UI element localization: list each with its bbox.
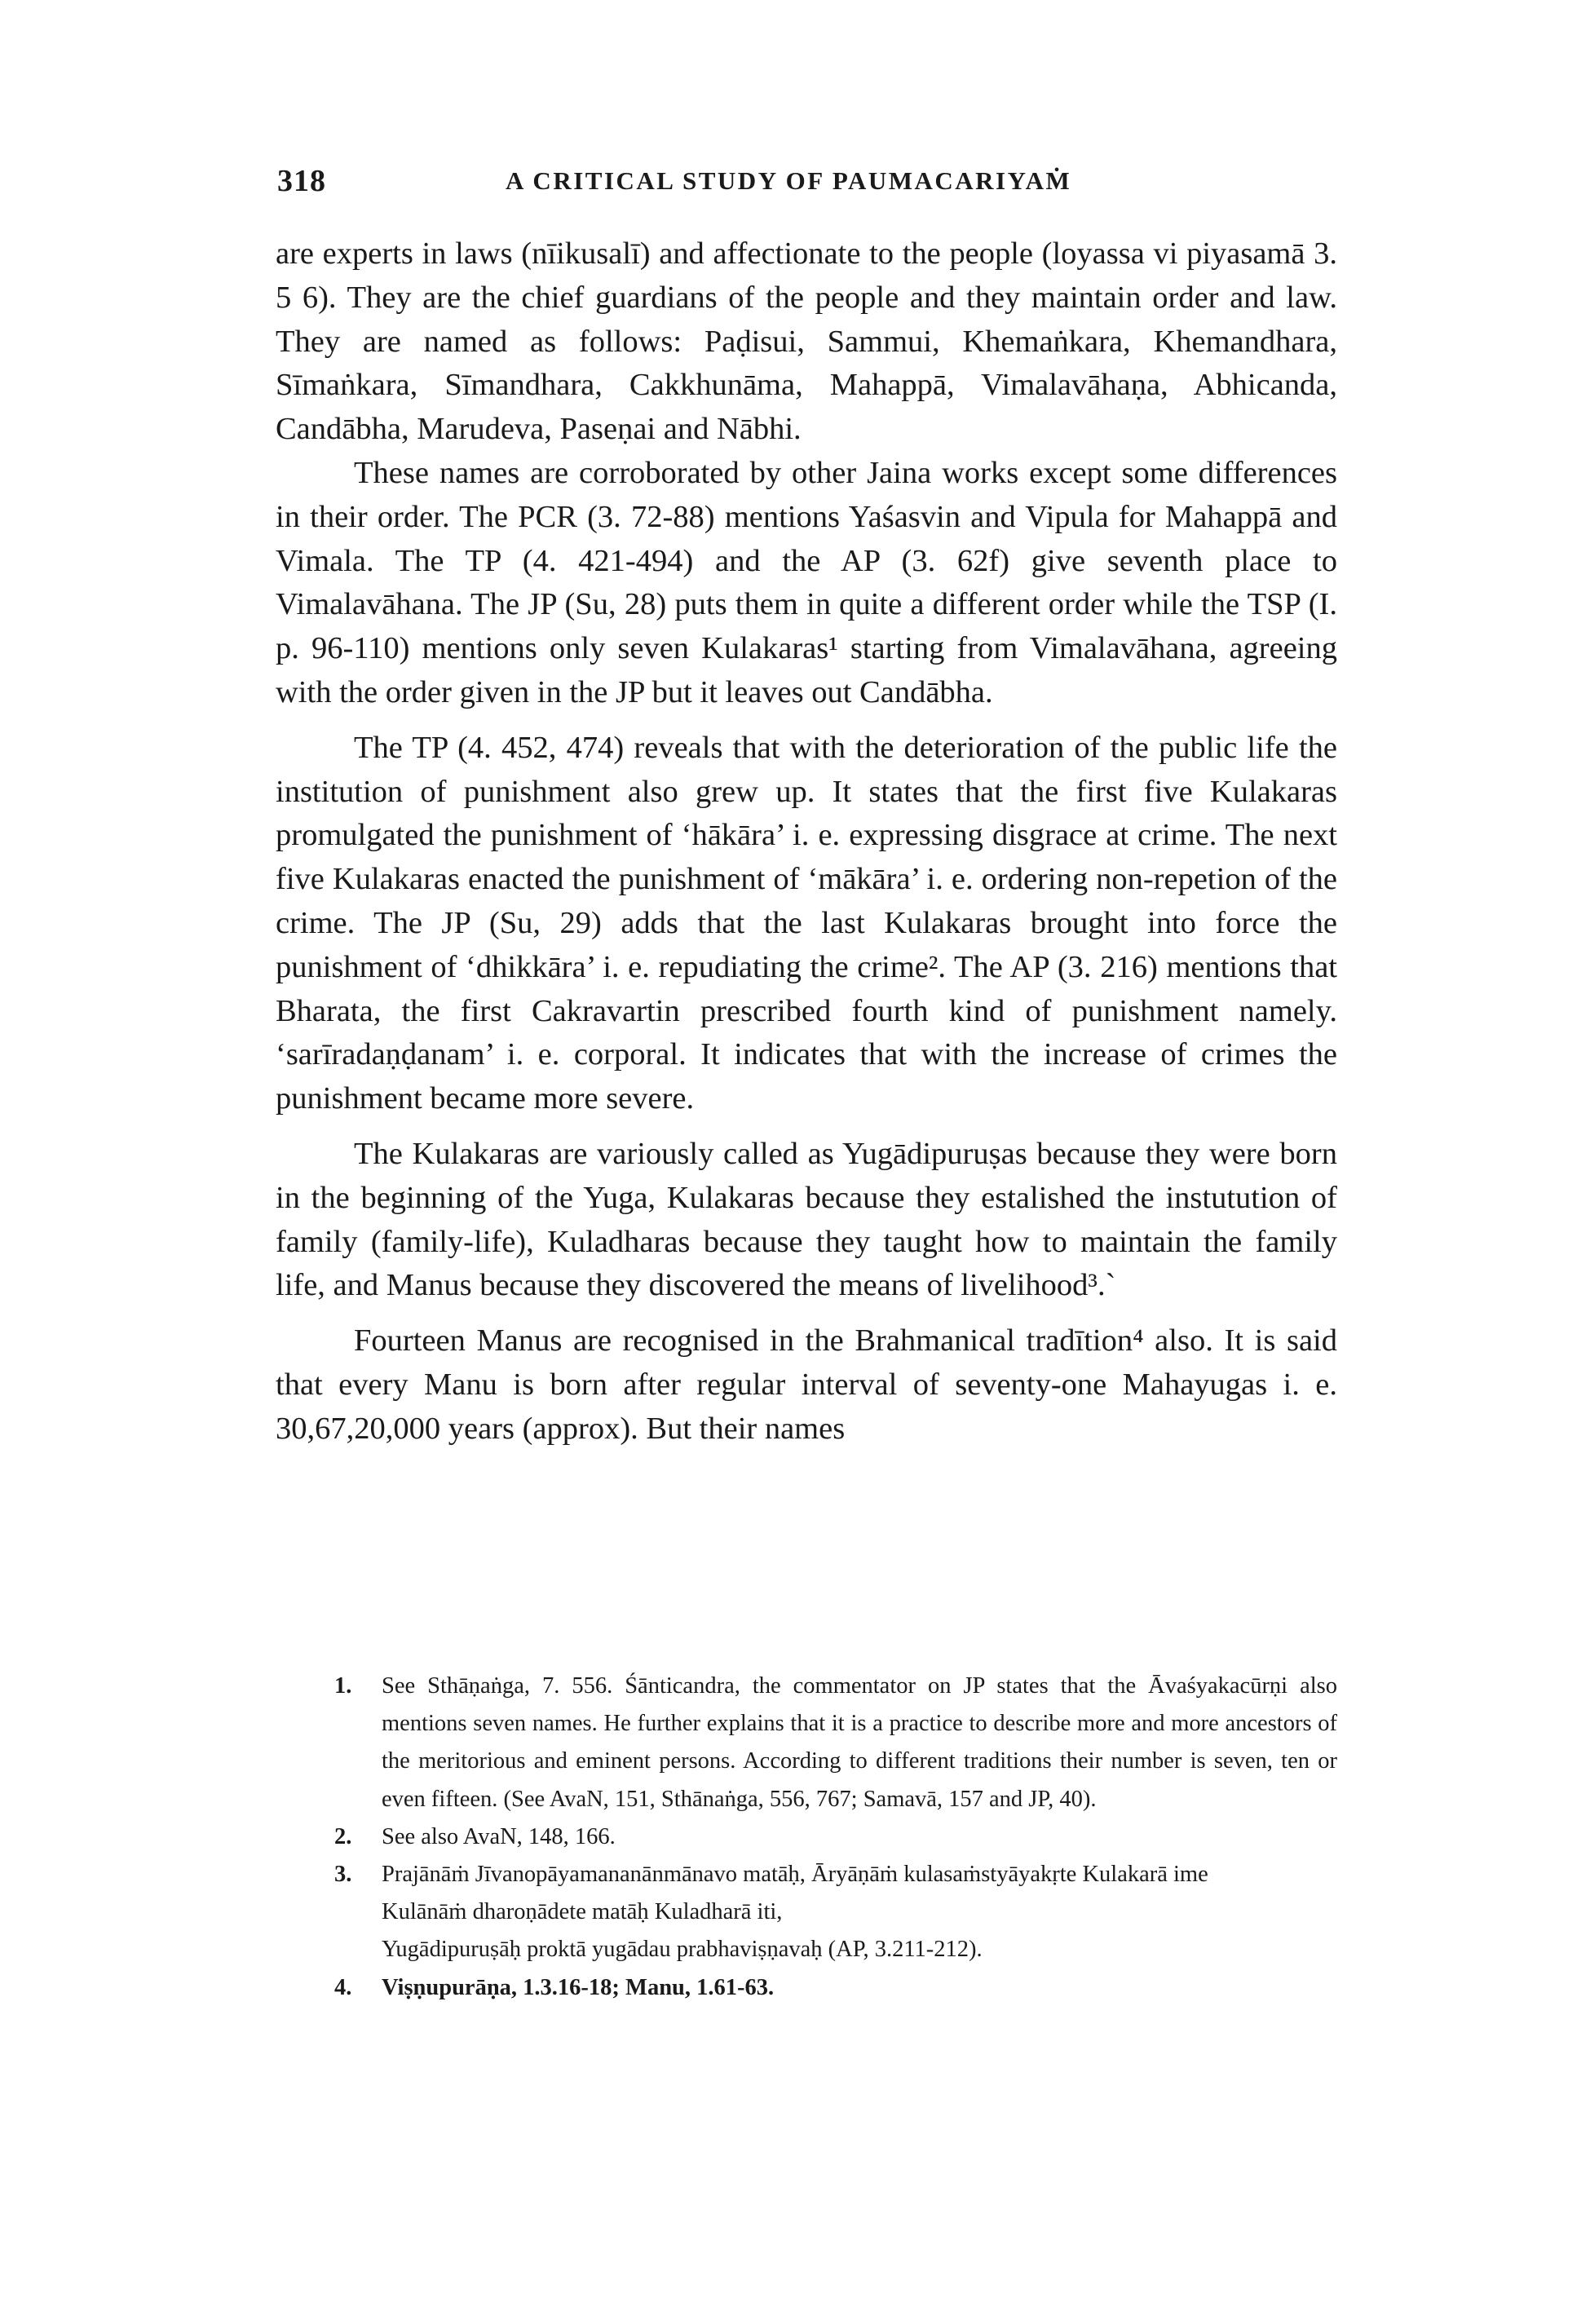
footnote-text: Viṣṇupurāṇa, 1.3.16-18; Manu, 1.61-63. (382, 1974, 775, 2000)
footnote-1 (326, 1668, 1337, 1818)
footnotes (326, 1668, 1337, 2007)
footnote-verse-line: Prajānāṁ Jīvanopāyamananānmānavo matāḥ, Āryāṇāṁ kulasaṁstyāyakṛte Kulakarā ime (382, 1862, 1208, 1888)
footnote-number: 1. (334, 1673, 352, 1699)
footnote-verse-line: Yugādipuruṣāḥ proktā yugādau prabhaviṣṇavaḥ (AP, 3.211-212). (382, 1937, 983, 1963)
paragraph-corroboration: These names are corroborated by other Jaina works except some differences in their order. The PCR (3. 72-88) mentions Yaśasvin and Vipula for Mahappā and Vimala. The TP (4. 421-494) and the AP (3. 62f) give seventh place to Vimalavāhana. The JP (Su, 28) puts them in quite a different order while the TSP (I. p. 96-110) mentions only seven Kulakaras¹ starting from Vimalavāhana, agreeing with the order given in the JP but it leaves out Candābha. (276, 455, 1337, 709)
footnote-text: See Sthāṇaṅga, 7. 556. Śānticandra, the commentator on JP states that the Āvaśyakacūrṇi also mentions seven names. He further explains that it is a practice to describe more and more ancestors of the meritorious and eminent persons. According to different traditions their number is seven, ten or even fifteen. (See AvaN, 151, Sthānaṅga, 556, 767; Samavā, 157 and JP, 40). (382, 1673, 1337, 1812)
page-number: 318 (277, 164, 326, 198)
footnote-verse-line: Kulānāṁ dharoṇādete matāḥ Kuladharā iti, (382, 1899, 783, 1925)
paragraph-continuation: are experts in laws (nīikusalī) and affectionate to the people (loyassa vi piyasamā 3. 5 6). They are the chief guardians of the people and they maintain order and law. They are named as follows: Paḍisui, Sammui, Khemaṅkara, Khemandhara, Sīmaṅkara, Sīmandhara, Cakkhunāma, Mahappā, Vimalavāhaṇa, Abhicanda, Candābha, Marudeva, Paseṇai and Nābhi. (276, 236, 1337, 447)
footnote-text: See also AvaN, 148, 166. (382, 1823, 616, 1849)
body-text (276, 232, 1337, 1451)
book-title: A CRITICAL STUDY OF PAUMACARIYAṀ (506, 166, 1072, 195)
footnote-3 (326, 1856, 1337, 1969)
footnote-number: 2. (334, 1823, 352, 1849)
paragraph-punishment: The TP (4. 452, 474) reveals that with the deterioration of the public life the institution of punishment also grew up. It states that the first five Kulakaras promulgated the punishment of ‘hākāra’ i. e. expressing disgrace at crime. The next five Kulakaras enacted the punishment of ‘mākāra’ i. e. ordering non-repetion of the crime. The JP (Su, 29) adds that the last Kulakaras brought into force the punishment of ‘dhikkāra’ i. e. repudiating the crime². The AP (3. 216) mentions that Bharata, the first Cakravartin prescribed fourth kind of punishment namely. ‘sarīradaṇḍanam’ i. e. corporal. It indicates that with the increase of crimes the punishment became more severe. (276, 730, 1337, 1116)
paragraph-kulakara-names: The Kulakaras are variously called as Yugādipuruṣas because they were born in the beginning of the Yuga, Kulakaras because they estalished the instutution of family (family-life), Kuladharas because they taught how to maintain the family life, and Manus because they discovered the means of livelihood³.` (276, 1136, 1337, 1303)
paragraph-manus: Fourteen Manus are recognised in the Brahmanical tradītion⁴ also. It is said that every Manu is born after regular interval of seventy-one Mahayugas i. e. 30,67,20,000 years (approx). But their names (276, 1323, 1337, 1446)
footnote-number: 4. (334, 1974, 352, 2000)
running-head (277, 163, 1329, 204)
footnote-2 (326, 1818, 1337, 1856)
footnote-4 (326, 1969, 1337, 2007)
footnote-number: 3. (334, 1862, 352, 1888)
